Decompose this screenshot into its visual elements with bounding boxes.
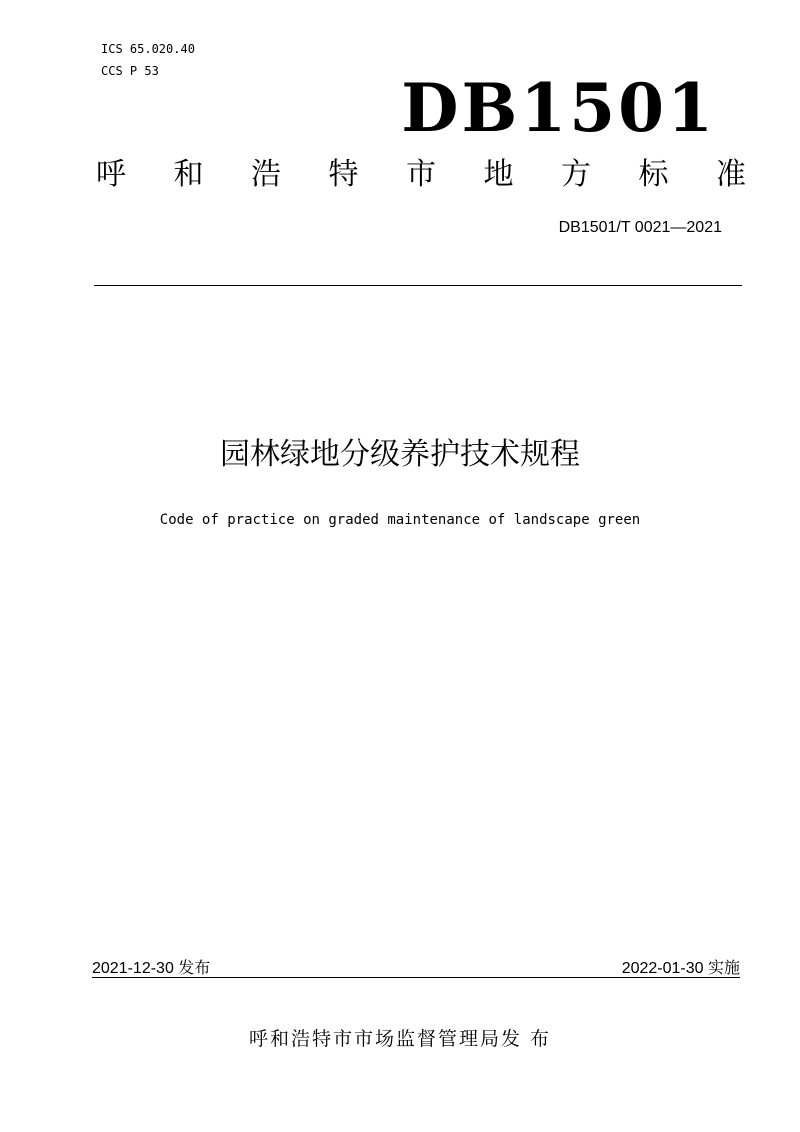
- document-title-english: Code of practice on graded maintenance of landscape green: [159, 512, 641, 528]
- standard-type-char: 方: [561, 157, 591, 192]
- standard-type-char: 特: [328, 157, 359, 192]
- standard-code: DB1501: [401, 69, 716, 147]
- standard-type: [96, 155, 746, 195]
- standard-type-char: 呼: [96, 157, 126, 192]
- standard-number: DB1501/T 0021—2021: [558, 219, 722, 236]
- standard-type-char: 和: [173, 157, 204, 192]
- issuing-authority: 呼和浩特市市场监督管理局发 布: [248, 1028, 552, 1050]
- standard-type-char: 浩: [251, 157, 281, 192]
- ccs-code: CCS P 53: [101, 64, 159, 78]
- footer-divider: [92, 977, 740, 978]
- ics-code: ICS 65.020.40: [101, 42, 195, 56]
- issue-date: 2021-12-30 发布: [92, 960, 211, 977]
- standard-type-char: 市: [406, 157, 436, 192]
- header-divider: [94, 285, 742, 286]
- standard-type-char: 准: [716, 157, 746, 192]
- standard-type-char: 标: [638, 157, 669, 192]
- implementation-date: 2022-01-30 实施: [621, 960, 740, 977]
- standard-type-char: 地: [483, 157, 514, 192]
- document-title-chinese: 园林绿地分级养护技术规程: [220, 437, 580, 472]
